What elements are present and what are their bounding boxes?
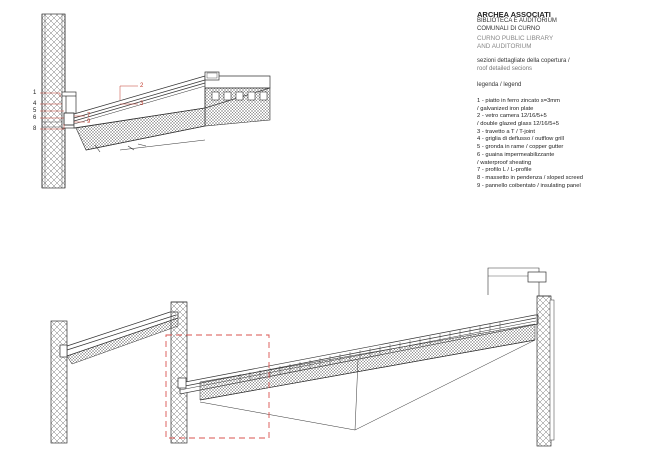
sheet-title-it: sezioni dettagliate della copertura / [477,58,570,64]
callout-2: 2 [140,83,144,89]
sheet-title [477,58,570,73]
legend-line: 6 - guaina impermeabilizzante [477,151,555,158]
legend-line: / double glazed glass 12/16/5+5 [477,121,560,128]
project-title-it-line-2: COMUNALI DI CURNO [477,25,541,32]
callout-6: 6 [33,115,37,121]
legend-line: 1 - piatto in ferro zincato s=3mm [477,98,560,104]
legend-line: 5 - gronda in rame / copper gutter [477,144,564,151]
legend-line: 9 - pannello coibentato / insulating panel [477,182,581,189]
sheet-title-en: roof detailed secions [477,65,533,72]
callout-5: 5 [33,108,37,114]
project-title-it [477,18,557,33]
callout-9: 9 [87,119,91,125]
roof-full-section [51,268,554,446]
project-title-it-line-1: BIBLIOTECA E AUDITORIUM [477,18,557,24]
firm-name: ARCHEA ASSOCIATI [477,10,551,19]
legend-line: / waterproof sheating [477,159,532,166]
legend-list [477,98,583,190]
legend-line: 7 - profilo L / L-profile [477,167,532,174]
legend-line: / galvanized iron plate [477,105,534,112]
callout-1: 1 [33,90,37,96]
callout-7: 7 [87,113,91,119]
section-right-column [537,296,551,446]
legend-line: 2 - vetro camera 12/16/5+5 [477,113,547,120]
legend-line: 3 - travetto a T / T-joint [477,128,535,135]
section-left-wall [51,321,67,443]
legend-title: legenda / legend [477,82,522,88]
project-title-en-line-2: AND AUDITORIUM [477,42,532,50]
project-title-en-line-1: CURNO PUBLIC LIBRARY [477,35,554,42]
legend-line: 8 - massetto in pendenza / sloped screed [477,174,584,181]
callout-4: 4 [33,101,37,107]
callout-3: 3 [140,101,144,107]
section-middle-column [171,302,187,443]
project-title-en [477,35,553,51]
roof-eave-detail [42,14,270,188]
legend-line: 4 - griglia di deflusso / outflow grill [477,136,564,143]
detail-wall [42,14,65,188]
callout-8: 8 [33,126,37,132]
